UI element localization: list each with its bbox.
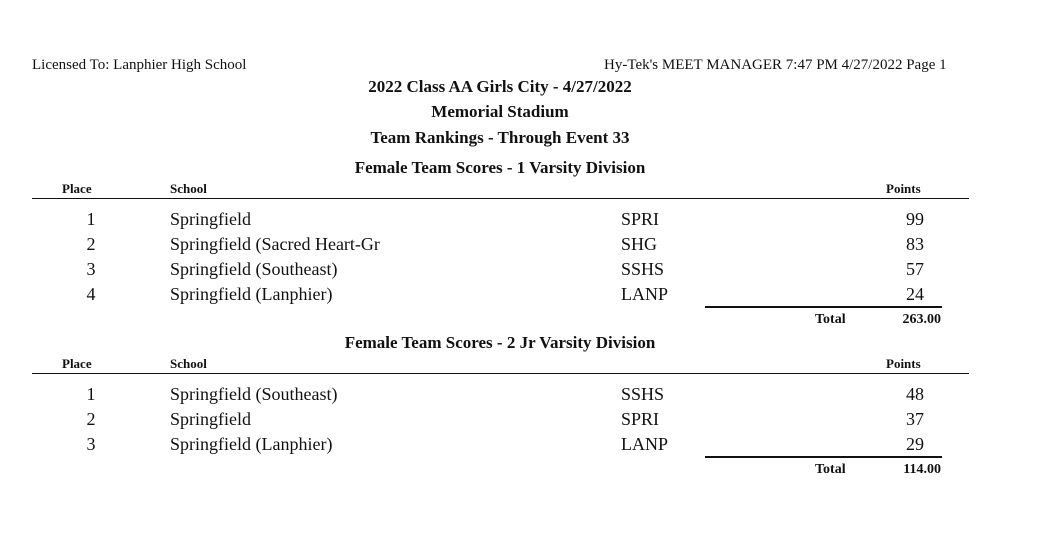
table-row: [0, 209, 1052, 234]
school-cell: Springfield: [170, 209, 251, 229]
table-row: [0, 409, 1052, 434]
total-rule: [705, 456, 942, 458]
total-value: 263.00: [902, 312, 941, 327]
school-code-cell: SSHS: [621, 259, 665, 279]
school-cell: Springfield (Southeast): [170, 384, 338, 404]
place-cell: 2: [86, 409, 96, 429]
table-row: [0, 259, 1052, 284]
points-cell: 99: [906, 209, 924, 229]
column-header-school: School: [170, 356, 207, 371]
place-cell: 4: [86, 284, 96, 304]
points-cell: 29: [906, 434, 924, 454]
place-cell: 3: [86, 259, 96, 279]
school-code-cell: LANP: [621, 284, 669, 304]
points-cell: 24: [906, 284, 924, 304]
column-header-place: Place: [62, 181, 92, 196]
licensed-to: Licensed To: Lanphier High School: [32, 57, 247, 73]
total-value: 114.00: [903, 462, 941, 477]
table-row: [0, 384, 1052, 409]
place-cell: 1: [86, 384, 96, 404]
school-cell: Springfield (Southeast): [170, 259, 338, 279]
school-code-cell: SHG: [621, 234, 658, 254]
column-header-school: School: [170, 181, 207, 196]
table-row: [0, 234, 1052, 259]
column-header-place: Place: [62, 356, 92, 371]
division-title: Female Team Scores - 1 Varsity Division: [354, 158, 646, 177]
points-cell: 37: [906, 409, 924, 429]
place-cell: 1: [86, 209, 96, 229]
rankings-title: Team Rankings - Through Event 33: [370, 128, 630, 147]
points-cell: 83: [906, 234, 924, 254]
school-code-cell: LANP: [621, 434, 669, 454]
venue-title: Memorial Stadium: [431, 102, 569, 121]
column-header-points: Points: [886, 356, 921, 371]
school-code-cell: SSHS: [621, 384, 665, 404]
header-rule: [32, 373, 969, 374]
total-label: Total: [815, 462, 846, 477]
school-cell: Springfield (Lanphier): [170, 434, 333, 454]
place-cell: 2: [86, 234, 96, 254]
school-cell: Springfield: [170, 409, 251, 429]
header-rule: [32, 198, 969, 199]
meet-title: 2022 Class AA Girls City - 4/27/2022: [368, 77, 632, 96]
school-code-cell: SPRI: [621, 209, 660, 229]
total-rule: [705, 306, 942, 308]
school-code-cell: SPRI: [621, 409, 660, 429]
column-header-points: Points: [886, 181, 921, 196]
school-cell: Springfield (Sacred Heart-Gr: [170, 234, 380, 254]
place-cell: 3: [86, 434, 96, 454]
points-cell: 57: [906, 259, 924, 279]
division-title: Female Team Scores - 2 Jr Varsity Division: [344, 333, 656, 352]
meet-manager-info: Hy-Tek's MEET MANAGER 7:47 PM 4/27/2022 Page 1: [604, 57, 947, 73]
total-label: Total: [815, 312, 846, 327]
points-cell: 48: [906, 384, 924, 404]
school-cell: Springfield (Lanphier): [170, 284, 333, 304]
